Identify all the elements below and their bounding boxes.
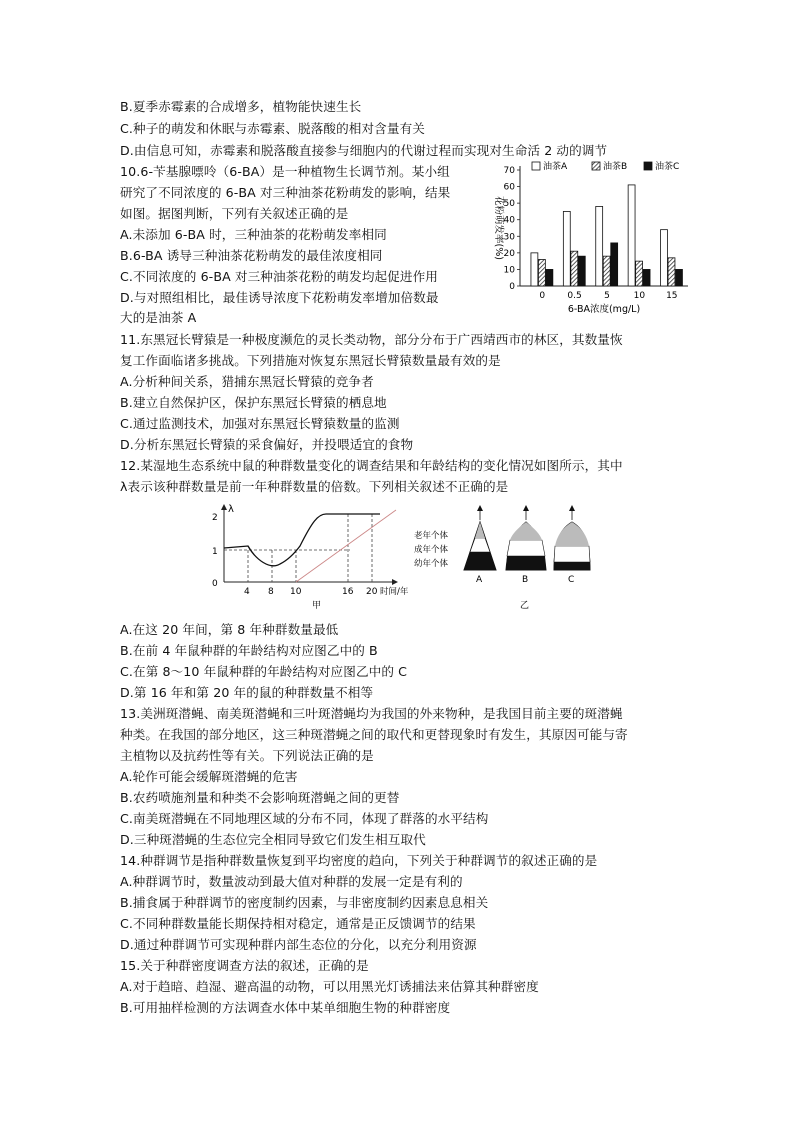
x-tick-label: 0.5 (567, 291, 582, 301)
question-14-option-c: C.不同种群数量能长期保持相对稳定，通常是正反馈调节的结果 (120, 916, 476, 931)
y-tick-label: 10 (503, 265, 515, 276)
y-tick-label: 0 (509, 282, 515, 292)
y-axis-label: λ (228, 504, 234, 515)
legend-swatch (644, 162, 652, 170)
label-adult: 成年个体 (414, 545, 449, 555)
bar-油茶C-0.5 (578, 256, 585, 286)
bar-油茶B-5 (603, 256, 610, 286)
question-14-option-d: D.通过种群调节可实现种群内部生态位的分化，以充分利用资源 (120, 937, 477, 952)
pyramid-a (464, 505, 496, 570)
bar-油茶C-5 (611, 243, 618, 286)
question-10-option-d: D.与对照组相比，最佳诱导浓度下花粉萌发率增加倍数最 (120, 290, 439, 305)
question-11-stem: 复工作面临诸多挑战。下列措施对恢复东黑冠长臂猿数量最有效的是 (120, 353, 501, 368)
question-10-option-b: B.6-BA 诱导三种油茶花粉萌发的最佳浓度相同 (120, 248, 383, 263)
question-11-option-a: A.分析种间关系，猎捕东黑冠长臂猿的竞争者 (120, 374, 374, 389)
question-14-stem: 14.种群调节是指种群数量恢复到平均密度的趋向，下列关于种群调节的叙述正确的是 (120, 853, 598, 868)
y-axis-arrow (221, 504, 227, 510)
question-12-option-a: A.在这 20 年间，第 8 年种群数量最低 (120, 622, 339, 637)
y-tick-label: 50 (503, 199, 515, 210)
y-tick-1: 1 (212, 547, 218, 557)
caption-jia: 甲 (312, 601, 322, 611)
y-tick-label: 20 (503, 248, 515, 259)
bar-油茶A-0.5 (563, 211, 570, 286)
y-tick-0: 0 (212, 579, 218, 589)
question-11-option-b: B.建立自然保护区，保护东黑冠长臂猿的栖息地 (120, 395, 387, 410)
x-tick-label: 0 (539, 291, 546, 301)
x-tick-20: 20 (366, 587, 378, 597)
legend-label: 油茶A (543, 162, 568, 172)
question-10-stem: 如图。据图判断，下列有关叙述正确的是 (120, 206, 349, 221)
x-tick-label: 10 (633, 291, 646, 301)
legend-swatch (592, 162, 600, 170)
bar-油茶C-15 (676, 269, 683, 286)
question-13-stem: 种类。在我国的部分地区，这三种斑潜蝇之间的取代和更替现象时有发生，其原因可能与寄 (120, 727, 628, 742)
x-tick-16: 16 (342, 587, 354, 597)
y-tick-label: 70 (503, 166, 515, 176)
question-12-option-d: D.第 16 年和第 20 年的鼠的种群数量不相等 (120, 685, 374, 700)
question-12-stem: 12.某湿地生态系统中鼠的种群数量变化的调查结果和年龄结构的变化情况如图所示，其中 (120, 458, 623, 473)
legend-swatch (532, 162, 540, 170)
question-12-stem: λ表示该种群数量是前一年种群数量的倍数。下列相关叙述不正确的是 (120, 479, 509, 494)
bar-油茶A-5 (596, 206, 603, 286)
figure-12-svg (200, 500, 600, 612)
question-14-option-a: A.种群调节时，数量波动到最大值对种群的发展一定是有利的 (120, 874, 463, 889)
question-11-option-c: C.通过监测技术，加强对东黑冠长臂猿数量的监测 (120, 416, 400, 431)
x-tick-8: 8 (268, 587, 274, 597)
question-11-stem: 11.东黑冠长臂猿是一种极度濒危的灵长类动物，部分分布于广西靖西市的林区，其数量恢 (120, 332, 623, 347)
bar-油茶A-15 (661, 230, 668, 286)
question-11-option-d: D.分析东黑冠长臂猿的采食偏好，并投喂适宜的食物 (120, 437, 414, 452)
lambda-curve (224, 514, 380, 566)
question-13-stem: 13.美洲斑潜蝇、南美斑潜蝇和三叶斑潜蝇均为我国的外来物种，是我国目前主要的斑潜蝇 (120, 706, 623, 721)
bar-chart-svg (484, 158, 700, 324)
option-line: D.由信息可知，赤霉素和脱落酸直接参与细胞内的代谢过程而实现对生命活 2 动的调节 (120, 143, 608, 158)
pyramid-c-label: C (568, 575, 575, 585)
y-tick-2: 2 (212, 513, 218, 523)
label-young: 幼年个体 (414, 559, 449, 569)
x-axis-title: 6-BA浓度(mg/L) (567, 304, 641, 315)
x-tick-4: 4 (244, 587, 250, 597)
question-15-stem: 15.关于种群密度调查方法的叙述，正确的是 (120, 958, 369, 973)
pyramid-b-label: B (522, 575, 529, 585)
bar-油茶A-10 (628, 185, 635, 286)
option-line: C.种子的萌发和休眠与赤霉素、脱落酸的相对含量有关 (120, 121, 425, 136)
x-tick-label: 5 (604, 291, 610, 301)
pyramid-a-label: A (476, 575, 483, 585)
y-axis-title: 花粉萌发率(%) (493, 196, 504, 260)
y-tick-label: 60 (503, 182, 515, 193)
pyramid-b (506, 505, 546, 570)
question-13-option-b: B.农药喷施剂量和种类不会影响斑潜蝇之间的更替 (120, 790, 400, 805)
question-15-option-a: A.对于趋暗、趋湿、避高温的动物，可以用黑光灯诱捕法来估算其种群密度 (120, 979, 539, 994)
question-10-stem: 10.6-苄基腺嘌呤（6-BA）是一种植物生长调节剂。某小组 (120, 164, 450, 179)
bar-chart (484, 158, 700, 328)
y-tick-label: 40 (503, 215, 515, 226)
bar-油茶C-10 (643, 269, 650, 286)
age-structure-diagram (414, 505, 590, 611)
x-axis-arrow (392, 579, 398, 585)
legend-label: 油茶C (655, 162, 680, 172)
question-10-option-c: C.不同浓度的 6-BA 对三种油茶花粉的萌发均起促进作用 (120, 269, 438, 284)
bar-油茶B-10 (636, 261, 643, 286)
option-line: B.夏季赤霉素的合成增多，植物能快速生长 (120, 99, 362, 114)
question-13-option-c: C.南美斑潜蝇在不同地理区域的分布不同，体现了群落的水平结构 (120, 811, 489, 826)
x-tick-label: 15 (666, 291, 678, 301)
question-10-option-a: A.未添加 6-BA 时，三种油茶的花粉萌发率相同 (120, 227, 387, 242)
pyramid-c (554, 505, 590, 570)
bar-油茶B-15 (668, 258, 675, 286)
question-13-option-d: D.三种斑潜蝇的生态位完全相同导致它们发生相互取代 (120, 832, 426, 847)
question-13-stem: 主植物以及抗药性等有关。下列说法正确的是 (120, 748, 374, 763)
legend-label: 油茶B (603, 162, 628, 172)
bar-油茶B-0.5 (571, 251, 578, 286)
bar-油茶B-0 (538, 259, 545, 286)
question-10-stem: 研究了不同浓度的 6-BA 对三种油茶花粉萌发的影响，结果 (120, 185, 451, 200)
label-old: 老年个体 (414, 531, 449, 541)
bar-油茶C-0 (546, 269, 553, 286)
question-14-option-b: B.捕食属于种群调节的密度制约因素，与非密度制约因素息息相关 (120, 895, 489, 910)
question-10-option-d-cont: 大的是油茶 A (120, 310, 197, 325)
question-12-option-b: B.在前 4 年鼠种群的年龄结构对应图乙中的 B (120, 643, 378, 658)
x-tick-10: 10 (290, 587, 302, 597)
question-13-option-a: A.轮作可能会缓解斑潜蝇的危害 (120, 769, 298, 784)
bar-油茶A-0 (531, 253, 538, 286)
y-tick-label: 30 (503, 232, 515, 243)
x-axis-label: 时间/年 (380, 587, 409, 597)
reference-line (296, 510, 396, 582)
question-12-option-c: C.在第 8～10 年鼠种群的年龄结构对应图乙中的 C (120, 664, 408, 679)
question-15-option-b: B.可用抽样检测的方法调查水体中某单细胞生物的种群密度 (120, 1000, 451, 1015)
figure-12 (200, 500, 600, 616)
lambda-graph (212, 504, 409, 611)
caption-yi: 乙 (520, 601, 530, 611)
